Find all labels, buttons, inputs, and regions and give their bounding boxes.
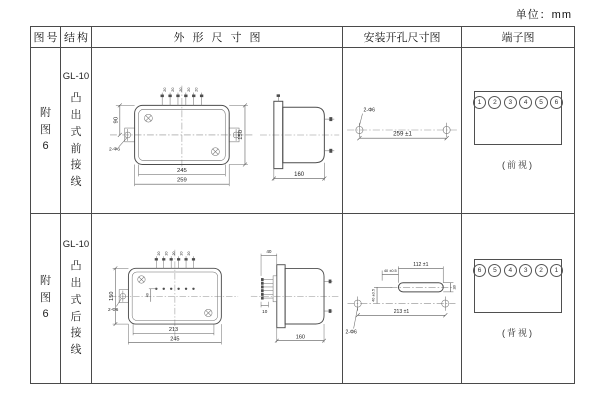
mounting-drawing-row2: [343, 214, 462, 384]
pitch-dim: 20: [186, 87, 191, 92]
terminal-number: 1: [473, 96, 486, 109]
screw-symbol: [138, 275, 145, 282]
small-dim: 10: [262, 308, 268, 314]
terminal-number: 6: [550, 96, 563, 109]
pitch-dim: 20: [178, 87, 183, 92]
fig-no-label: 附 图 6: [40, 274, 51, 321]
unit-label: 单位：mm: [515, 9, 572, 21]
slot-height-dim: 20: [451, 284, 457, 289]
pitch-dim: 20: [179, 251, 184, 255]
outline-drawing-row2: [92, 214, 343, 384]
width-dim: 259: [176, 177, 187, 184]
offset-dim-h: 40 ±0.5: [383, 267, 397, 273]
terminal-number: 4: [504, 264, 517, 277]
hole-dim-label: 2-Φ6: [108, 306, 119, 312]
terminal-number: 3: [504, 96, 517, 109]
terminal-diagram-row2: [462, 214, 575, 384]
view-caption: (前视): [502, 159, 534, 170]
mounting-drawing-row1: [343, 48, 462, 214]
fig-no-label: 附 图 6: [40, 106, 51, 153]
spec-table: [30, 26, 575, 384]
mounting-hole-drawing: [343, 244, 461, 354]
front-view-drawing: [108, 231, 247, 367]
fig-no-row1: [31, 48, 61, 214]
terminal-number: 4: [519, 96, 532, 109]
width-dim: 245: [176, 167, 187, 174]
model-label: GL-10: [62, 239, 90, 251]
terminal-number: 6: [473, 264, 486, 277]
pitch-dim: 20: [171, 87, 176, 92]
hole-dim-label: 2-Φ6: [345, 329, 357, 336]
header-mounting: 安装开孔尺寸图: [343, 27, 462, 48]
terminal-board: [273, 275, 277, 301]
terminal-number: 5: [488, 264, 501, 277]
pitch-dim: 20: [164, 251, 169, 255]
front-view-drawing: [108, 68, 256, 194]
terminal-block: [474, 91, 562, 145]
span-dim: 213 ±1: [393, 308, 410, 315]
terminal-diagram-row1: [462, 48, 575, 214]
header-structure: 结构: [61, 27, 92, 48]
flange-dim: 40: [266, 248, 272, 254]
inner-dim: 40: [145, 292, 150, 297]
pitch-dim: 20: [186, 251, 191, 255]
hole-dim-label: 2-Φ6: [108, 147, 121, 153]
screw-symbol: [144, 114, 152, 122]
structure-label: GL-10 凸 出 式 前 接 线: [62, 71, 90, 188]
model-label: GL-10: [62, 71, 90, 83]
terminal-number: 5: [535, 96, 548, 109]
screw-symbol: [205, 309, 212, 316]
pitch-dim: 20: [171, 251, 176, 255]
terminal-number: 2: [535, 264, 548, 277]
fig-no-row2: [31, 214, 61, 384]
height-dim: 150: [238, 129, 245, 140]
view-caption: (背视): [502, 327, 534, 338]
mounting-hole-drawing: [343, 99, 461, 163]
height-dim: 90: [113, 116, 120, 123]
pitch-dim: 20: [157, 251, 162, 255]
width-dim: 213: [168, 326, 179, 333]
depth-dim: 160: [296, 333, 306, 340]
depth-dim: 160: [293, 171, 304, 178]
header-fig-no: 图号: [31, 27, 61, 48]
hole-dim-label: 2-Φ6: [363, 107, 376, 114]
terminal-number: 1: [550, 264, 563, 277]
terminal-number: 3: [519, 264, 532, 277]
side-view-drawing: [258, 68, 342, 194]
width-dim: 245: [170, 335, 180, 342]
side-view-drawing: [249, 231, 342, 367]
header-terminal: 端子图: [462, 27, 575, 48]
slot-width-dim: 112 ±1: [413, 261, 429, 268]
structure-label: GL-10 凸 出 式 后 接 线: [62, 239, 90, 356]
pitch-dim: 20: [163, 87, 168, 92]
height-dim: 150: [109, 291, 116, 301]
offset-dim-v: 40 ±0.5: [370, 288, 376, 302]
structure-row1: [61, 48, 92, 214]
terminal-block: [474, 259, 562, 313]
terminal-number: 2: [488, 96, 501, 109]
span-dim: 259 ±1: [393, 130, 412, 138]
pitch-dim: 20: [194, 87, 199, 92]
structure-row2: [61, 214, 92, 384]
screw-symbol: [211, 147, 219, 155]
header-outline: 外形尺寸图: [92, 27, 343, 48]
outline-drawing-row1: [92, 48, 343, 214]
